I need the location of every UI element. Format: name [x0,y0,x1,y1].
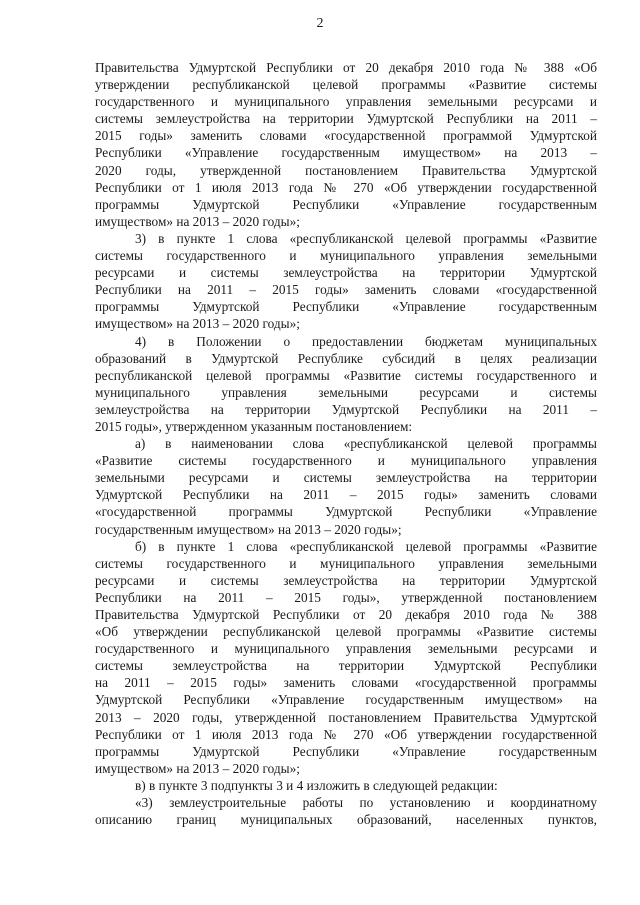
text-line: утверждении республиканской целевой программы «Развитие системы [95,77,597,93]
text-line: системы государственного и муниципального управления земельными [95,248,597,264]
text-line: ресурсами и системы землеустройства на территории Удмуртской [95,265,597,281]
text-line: государственным имуществом» на 2013 – 2020 годы»; [95,521,402,537]
text-line: 4) в Положении о предоставлении бюджетам муниципальных [135,333,597,349]
text-line: Удмуртской Республики на 2011 – 2015 годы» заменить словами [95,487,597,503]
text-line: Удмуртской Республики «Управление государственным имуществом» на [95,692,597,708]
text-line: программы Удмуртской Республики «Управление государственным [95,743,597,759]
text-line: «Развитие системы государственного и муниципального управления [95,453,597,469]
text-line: муниципального управления земельными ресурсами и системы [95,384,597,400]
text-line: «Об утверждении республиканской целевой программы «Развитие системы [95,624,597,640]
text-line: Республики «Управление государственным имуществом» на 2013 – [95,145,597,161]
text-line: Республики от 1 июля 2013 года № 270 «Об утверждении государственной [95,726,597,742]
text-line: республиканской целевой программы «Развитие системы государственного и [95,367,597,383]
text-line: «3) землеустроительные работы по установлению и координатному [135,795,597,811]
text-line: программы Удмуртской Республики «Управление государственным [95,299,597,315]
text-line: ресурсами и системы землеустройства на территории Удмуртской [95,572,597,588]
text-line: 3) в пункте 1 слова «республиканской целевой программы «Развитие [135,230,597,246]
text-line: описанию границ муниципальных образований, населенных пунктов, [95,812,597,828]
text-line: программы Удмуртской Республики «Управление государственным [95,196,597,212]
document-body [95,59,597,828]
text-line: «государственной программы Удмуртской Республики «Управление [95,504,597,520]
text-line: 2015 годы», утвержденном указанным постановлением: [95,418,413,434]
text-line: Республики от 1 июля 2013 года № 270 «Об утверждении государственной [95,179,597,195]
text-line: Правительства Удмуртской Республики от 20 декабря 2010 года № 388 [95,607,597,622]
text-line: а) в наименовании слова «республиканской целевой программы [135,436,597,452]
text-line: б) в пункте 1 слова «республиканской целевой программы «Развитие [135,538,597,554]
text-line: имуществом» на 2013 – 2020 годы»; [95,213,300,229]
text-line: Правительства Удмуртской Республики от 20 декабря 2010 года № 388 «Об [95,60,597,75]
text-line: Республики на 2011 – 2015 годы» заменить словами «государственной [95,282,597,298]
text-line: имуществом» на 2013 – 2020 годы»; [95,316,300,332]
text-line: 2015 годы» заменить словами «государственной программой Удмуртской [95,128,597,144]
text-line: 2013 – 2020 годы, утвержденной постановлением Правительства Удмуртской [95,709,597,725]
page-number: 2 [316,16,324,31]
text-line: земельными ресурсами и системы землеустройства на территории [95,470,597,486]
text-line: землеустройства на территории Удмуртской Республики на 2011 – [95,401,597,417]
text-line: государственного и муниципального управления земельными ресурсами и [95,94,597,110]
text-line: Республики на 2011 – 2015 годы», утвержденной постановлением [95,589,597,605]
text-line: государственного и муниципального управления земельными ресурсами и [95,641,597,657]
text-line: в) в пункте 3 подпункты 3 и 4 изложить в следующей редакции: [135,777,498,793]
text-line: образований в Удмуртской Республике субсидий в целях реализации [95,350,597,366]
text-line: имуществом» на 2013 – 2020 годы»; [95,760,300,776]
text-line: системы землеустройства на территории Удмуртской Республики [95,658,597,674]
text-line: системы землеустройства на территории Удмуртской Республики на 2011 – [95,111,597,127]
text-line: на 2011 – 2015 годы» заменить словами «государственной программы [95,675,597,691]
text-line: 2020 годы, утвержденной постановлением Правительства Удмуртской [95,162,597,178]
text-line: системы государственного и муниципального управления земельными [95,555,597,571]
